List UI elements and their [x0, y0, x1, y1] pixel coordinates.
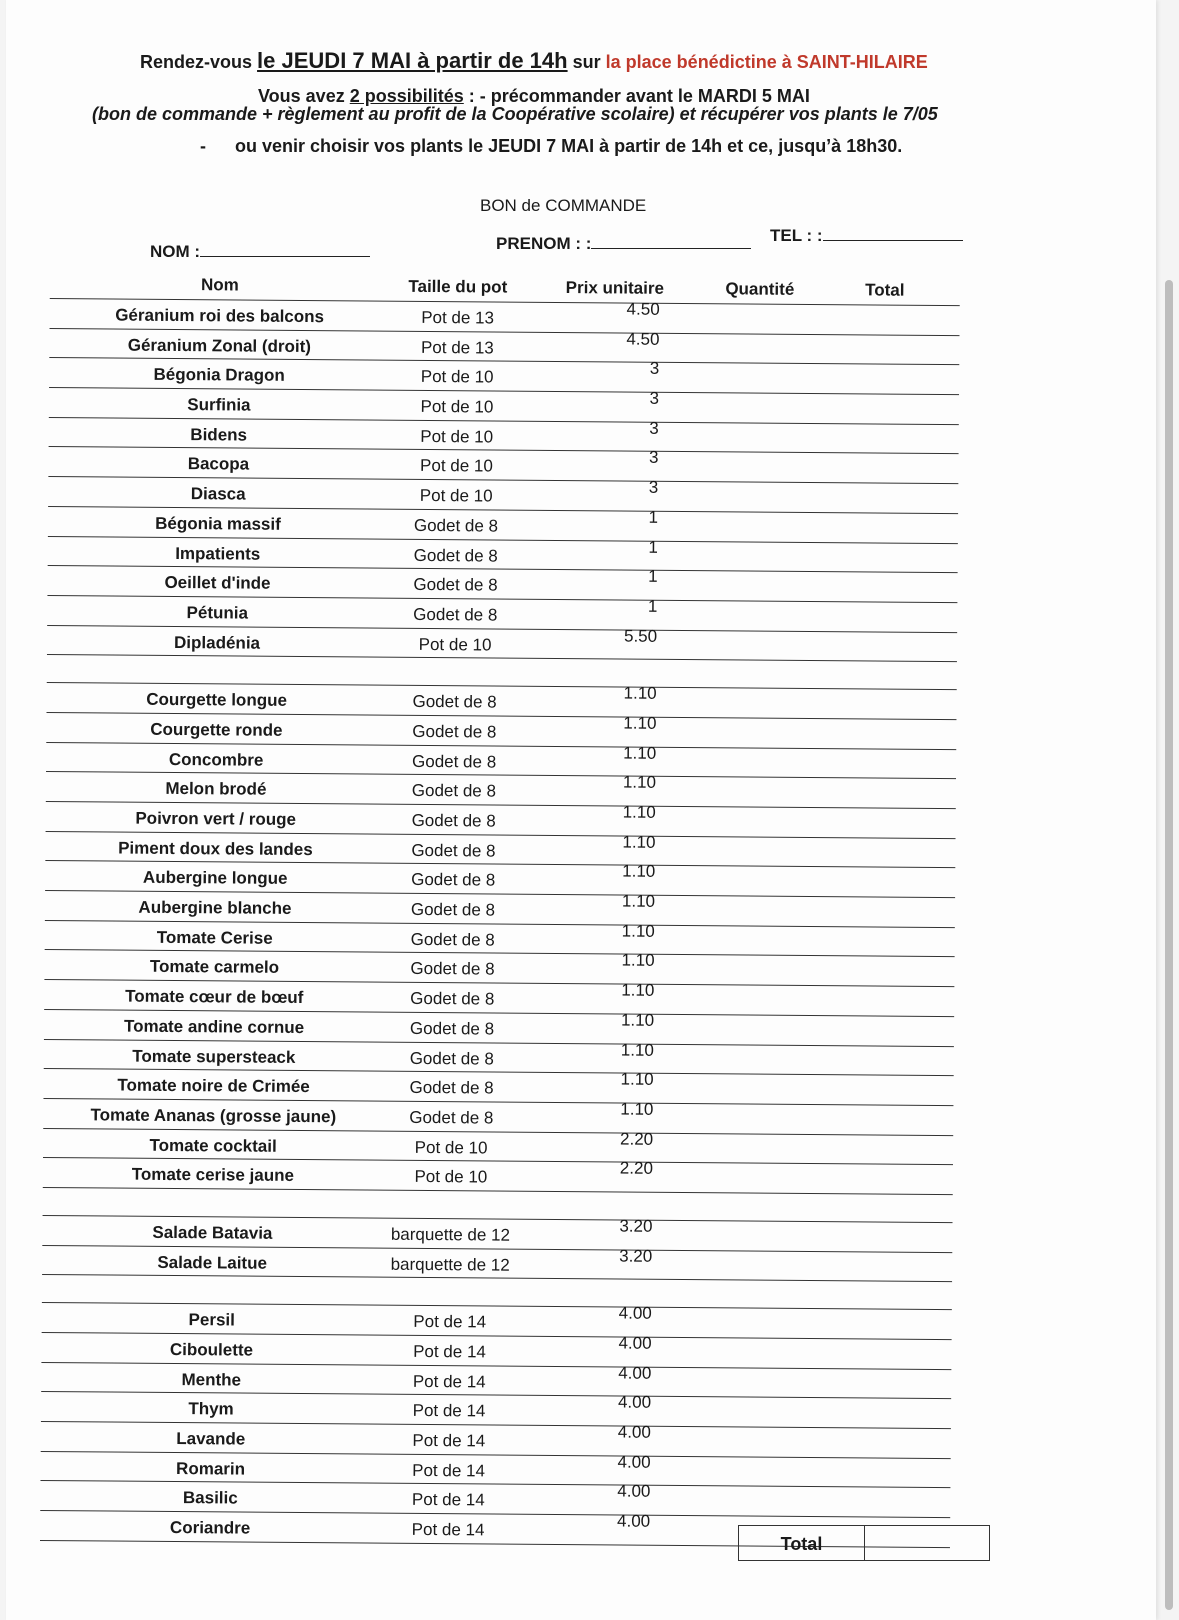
pot-size: Pot de 10 [420, 396, 494, 417]
unit-price: 2.20 [620, 1129, 654, 1149]
quantity-cell[interactable] [692, 1314, 812, 1315]
intro-text: ou venir choisir vos plants le JEUDI 7 MAI à partir de 14h et ce, jusqu’à 18h30. [235, 136, 903, 156]
total-cell[interactable] [837, 638, 927, 639]
total-cell[interactable] [832, 1228, 922, 1229]
plant-name: Aubergine longue [142, 868, 288, 889]
total-cell[interactable] [831, 1434, 921, 1435]
quantity-cell[interactable] [694, 1080, 814, 1081]
quantity-cell[interactable] [698, 577, 818, 578]
quantity-cell[interactable] [695, 962, 815, 963]
plant-name: Diasca [190, 484, 246, 504]
grand-total-value[interactable] [865, 1526, 989, 1560]
unit-price: 4.00 [617, 1481, 651, 1502]
total-cell[interactable] [834, 1022, 924, 1023]
plant-name: Pétunia [186, 602, 249, 623]
plant-name: Aubergine blanche [138, 897, 292, 918]
unit-price: 4.50 [626, 299, 660, 319]
plant-name: Géranium Zonal (droit) [127, 335, 312, 356]
unit-price: 1 [648, 537, 658, 557]
quantity-cell[interactable] [691, 1463, 811, 1464]
total-cell[interactable] [830, 1494, 920, 1495]
pot-size: barquette de 12 [390, 1224, 511, 1245]
quantity-cell[interactable] [691, 1403, 811, 1404]
pot-size: Pot de 14 [412, 1371, 486, 1392]
intro-text: Rendez-vous [140, 52, 253, 72]
intro-line-4 [200, 136, 1100, 157]
total-cell[interactable] [834, 992, 924, 993]
unit-price: 1.10 [620, 1040, 654, 1060]
unit-price: 4.00 [617, 1422, 651, 1442]
plant-name: Basilic [182, 1488, 238, 1508]
quantity-cell[interactable] [692, 1227, 812, 1228]
unit-price: 4.00 [617, 1511, 651, 1531]
quantity-cell[interactable] [693, 1169, 813, 1170]
total-cell[interactable] [835, 933, 925, 934]
total-cell[interactable] [835, 874, 925, 875]
quantity-cell[interactable] [691, 1374, 811, 1375]
nom-blank[interactable] [200, 242, 370, 257]
plant-name: Géranium roi des balcons [115, 305, 325, 327]
prenom-label: PRENOM : : [496, 234, 592, 253]
unit-price: 2.20 [619, 1158, 654, 1179]
pot-size: Pot de 10 [419, 456, 493, 476]
quantity-cell[interactable] [698, 518, 818, 519]
intro-line-1 [140, 48, 1040, 74]
grand-total-box [738, 1525, 990, 1561]
total-cell[interactable] [830, 1523, 920, 1524]
total-cell[interactable] [832, 1315, 922, 1316]
pot-size: Godet de 8 [409, 1078, 494, 1098]
plant-name: Menthe [181, 1369, 242, 1390]
pot-size: Pot de 14 [412, 1401, 486, 1421]
pot-size: Pot de 10 [414, 1167, 488, 1187]
total-cell[interactable] [836, 785, 926, 786]
intro-line-3: (bon de commande + règlement au profit de la Coopérative scolaire) et récupérer vos plants le 7/05 [92, 104, 938, 124]
quantity-cell[interactable] [697, 694, 817, 695]
total-cell[interactable] [836, 844, 926, 845]
plant-name: Bacopa [187, 454, 250, 475]
pot-size: Pot de 10 [420, 426, 494, 447]
quantity-cell[interactable] [693, 1110, 813, 1111]
total-cell[interactable] [831, 1464, 921, 1465]
pot-size: Pot de 10 [414, 1137, 488, 1158]
plant-name: Salade Laitue [157, 1252, 268, 1273]
pot-size: Godet de 8 [410, 929, 495, 950]
pot-size: Godet de 8 [411, 840, 496, 861]
unit-price: 1.10 [623, 683, 657, 704]
plant-name: Thym [188, 1399, 234, 1419]
event-location: la place bénédictine à SAINT-HILAIRE [605, 52, 928, 72]
column-header-size: Taille du pot [408, 276, 508, 297]
plant-name: Tomate carmelo [149, 957, 280, 978]
unit-price: 3.20 [619, 1246, 653, 1266]
quantity-cell[interactable] [696, 724, 816, 725]
pot-size: Godet de 8 [413, 545, 498, 566]
unit-price: 1.10 [623, 713, 657, 733]
order-table [40, 268, 960, 1548]
pot-size: Pot de 14 [412, 1430, 486, 1451]
quantity-cell[interactable] [699, 459, 819, 460]
plant-name: Courgette ronde [150, 719, 283, 740]
total-cell[interactable] [831, 1405, 921, 1406]
total-cell[interactable] [838, 519, 928, 520]
unit-price: 1.10 [620, 1010, 655, 1030]
preorder-deadline: : - précommander avant le MARDI 5 MAI [468, 86, 810, 106]
plant-name: Tomate andine cornue [123, 1016, 305, 1037]
unit-price: 4.00 [617, 1392, 652, 1413]
plant-name: Bégonia massif [155, 513, 281, 534]
scrollbar[interactable] [1165, 280, 1173, 1610]
quantity-cell[interactable] [696, 783, 816, 784]
pot-size: Godet de 8 [412, 692, 497, 712]
pot-size: barquette de 12 [390, 1254, 510, 1275]
plant-name: Tomate Cerise [156, 927, 273, 948]
intro-text: sur [572, 52, 601, 72]
total-cell[interactable] [838, 549, 928, 550]
plant-name: Coriandre [169, 1518, 251, 1538]
total-cell[interactable] [836, 725, 926, 726]
total-cell[interactable] [837, 608, 927, 609]
plant-name: Concombre [168, 749, 264, 770]
tel-blank[interactable] [823, 226, 963, 241]
quantity-cell[interactable] [694, 1051, 814, 1052]
quantity-cell[interactable] [696, 813, 816, 814]
quantity-cell[interactable] [700, 310, 820, 311]
plant-name: Tomate supersteack [132, 1046, 296, 1067]
quantity-cell[interactable] [692, 1344, 812, 1345]
plant-name: Poivron vert / rouge [135, 808, 297, 829]
quantity-cell[interactable] [693, 1140, 813, 1141]
plant-name: Romarin [176, 1458, 246, 1479]
unit-price: 4.00 [618, 1303, 652, 1324]
total-cell[interactable] [838, 489, 928, 490]
unit-price: 1.10 [621, 980, 655, 1000]
pot-size: Pot de 13 [420, 337, 494, 358]
plant-name: Tomate Ananas (grosse jaune) [90, 1105, 337, 1127]
nom-label: NOM : [150, 242, 201, 261]
unit-price: 1.10 [621, 950, 655, 971]
prenom-field[interactable] [496, 234, 751, 254]
column-header-quantity: Quantité [725, 279, 795, 299]
unit-price: 4.00 [618, 1363, 652, 1383]
plant-name: Courgette longue [146, 690, 288, 711]
pot-size: Pot de 14 [413, 1341, 486, 1362]
quantity-cell[interactable] [696, 754, 816, 755]
quantity-cell[interactable] [692, 1257, 812, 1258]
unit-price: 1.10 [623, 743, 657, 763]
pot-size: Pot de 13 [421, 307, 495, 328]
quantity-cell[interactable] [690, 1522, 810, 1523]
pot-size: Godet de 8 [409, 1048, 494, 1069]
bullet-dash: - [200, 136, 206, 156]
unit-price: 1 [648, 507, 659, 527]
tel-label: TEL : : [770, 226, 823, 245]
quantity-cell[interactable] [699, 399, 819, 400]
total-cell[interactable] [838, 578, 928, 579]
pot-size: Pot de 10 [419, 486, 493, 506]
column-header-price: Prix unitaire [565, 278, 665, 298]
pot-size: Godet de 8 [413, 515, 499, 536]
pot-size: Godet de 8 [411, 870, 496, 890]
total-cell[interactable] [840, 311, 930, 312]
total-cell[interactable] [834, 1052, 924, 1053]
unit-price: 4.00 [617, 1452, 651, 1472]
unit-price: 5.50 [623, 626, 658, 646]
pot-size: Pot de 14 [411, 1520, 485, 1540]
pot-size: Godet de 8 [413, 604, 498, 625]
plant-name: Piment doux des landes [118, 838, 313, 859]
quantity-cell[interactable] [698, 488, 818, 489]
plant-name: Impatients [175, 543, 261, 564]
total-cell[interactable] [833, 1141, 923, 1142]
total-cell[interactable] [839, 460, 929, 461]
unit-price: 3.20 [619, 1216, 653, 1236]
tel-field[interactable] [770, 226, 963, 246]
pot-size: Godet de 8 [410, 899, 496, 920]
unit-price: 1.10 [622, 832, 656, 852]
intro-text: Vous avez [258, 86, 345, 106]
unit-price: 4.50 [626, 329, 660, 349]
prenom-blank[interactable] [591, 234, 751, 249]
plant-name: Tomate noire de Crimée [117, 1075, 310, 1097]
unit-price: 1 [647, 596, 658, 616]
total-cell[interactable] [836, 755, 926, 756]
event-date: le JEUDI 7 MAI à partir de 14h [257, 48, 568, 73]
pot-size: Godet de 8 [409, 1018, 495, 1039]
quantity-cell[interactable] [698, 548, 818, 549]
total-cell[interactable] [835, 903, 925, 904]
form-title: BON de COMMANDE [480, 196, 647, 215]
unit-price: 3 [648, 448, 659, 468]
unit-price: 3 [648, 477, 659, 497]
pot-size: Godet de 8 [412, 751, 497, 772]
column-header-total: Total [865, 280, 905, 300]
plant-name: Surfinia [187, 395, 251, 415]
quantity-cell[interactable] [696, 843, 816, 844]
plant-name: Persil [188, 1310, 235, 1330]
unit-price: 1.10 [622, 772, 657, 793]
pot-size: Pot de 14 [411, 1490, 485, 1510]
options-count: 2 possibilités [349, 86, 464, 106]
plant-name: Tomate cœur de bœuf [125, 986, 304, 1008]
pot-size: Godet de 8 [413, 575, 498, 595]
unit-price: 1.10 [621, 891, 656, 911]
pot-size: Godet de 8 [410, 988, 495, 1009]
pot-size: Godet de 8 [409, 1107, 494, 1128]
column-header-name: Nom [200, 275, 239, 295]
unit-price: 3 [649, 359, 660, 379]
quantity-cell[interactable] [694, 1021, 814, 1022]
quantity-cell[interactable] [694, 991, 814, 992]
quantity-cell[interactable] [699, 369, 819, 370]
total-cell[interactable] [835, 963, 925, 964]
quantity-cell[interactable] [695, 902, 815, 903]
total-cell[interactable] [839, 400, 929, 401]
total-cell[interactable] [836, 814, 926, 815]
total-cell[interactable] [833, 1170, 923, 1171]
total-cell[interactable] [839, 430, 929, 431]
plant-name: Dipladénia [174, 632, 261, 653]
total-cell[interactable] [839, 371, 929, 372]
total-cell[interactable] [837, 695, 927, 696]
unit-price: 1 [648, 566, 658, 586]
unit-price: 3 [649, 418, 659, 438]
total-cell[interactable] [833, 1111, 923, 1112]
unit-price: 3 [649, 388, 660, 408]
quantity-cell[interactable] [695, 872, 815, 873]
total-cell[interactable] [832, 1258, 922, 1259]
quantity-cell[interactable] [699, 340, 819, 341]
pot-size: Pot de 14 [412, 1460, 486, 1481]
unit-price: 1.10 [622, 861, 656, 882]
unit-price: 1.10 [621, 921, 655, 941]
unit-price: 1.10 [622, 802, 656, 822]
quantity-cell[interactable] [691, 1433, 811, 1434]
quantity-cell[interactable] [697, 607, 817, 608]
pot-size: Pot de 14 [413, 1312, 487, 1332]
quantity-cell[interactable] [695, 932, 815, 933]
unit-price: 1.10 [620, 1099, 654, 1119]
plant-name: Ciboulette [169, 1339, 254, 1360]
quantity-cell[interactable] [699, 429, 819, 430]
unit-price: 1.10 [620, 1069, 654, 1089]
plant-name: Oeillet d'inde [164, 573, 271, 593]
plant-name: Melon brodé [165, 779, 267, 800]
plant-name: Tomate cerise jaune [131, 1164, 295, 1186]
quantity-cell[interactable] [697, 637, 817, 638]
plant-name: Bégonia Dragon [153, 365, 285, 386]
grand-total-label: Total [739, 1526, 865, 1560]
quantity-cell[interactable] [690, 1493, 810, 1494]
pot-size: Godet de 8 [410, 959, 495, 979]
plant-name: Bidens [190, 424, 248, 445]
unit-price: 4.00 [618, 1333, 652, 1353]
total-cell[interactable] [839, 341, 929, 342]
total-cell[interactable] [832, 1345, 922, 1346]
nom-field[interactable] [150, 242, 370, 262]
plant-name: Salade Batavia [152, 1222, 273, 1243]
pot-size: Godet de 8 [412, 721, 497, 742]
total-cell[interactable] [831, 1375, 921, 1376]
pot-size: Godet de 8 [411, 810, 496, 831]
plant-name: Tomate cocktail [149, 1135, 277, 1156]
pot-size: Godet de 8 [411, 781, 497, 801]
plant-name: Lavande [176, 1429, 246, 1449]
pot-size: Pot de 10 [418, 634, 492, 655]
pot-size: Pot de 10 [420, 367, 494, 387]
total-cell[interactable] [834, 1081, 924, 1082]
